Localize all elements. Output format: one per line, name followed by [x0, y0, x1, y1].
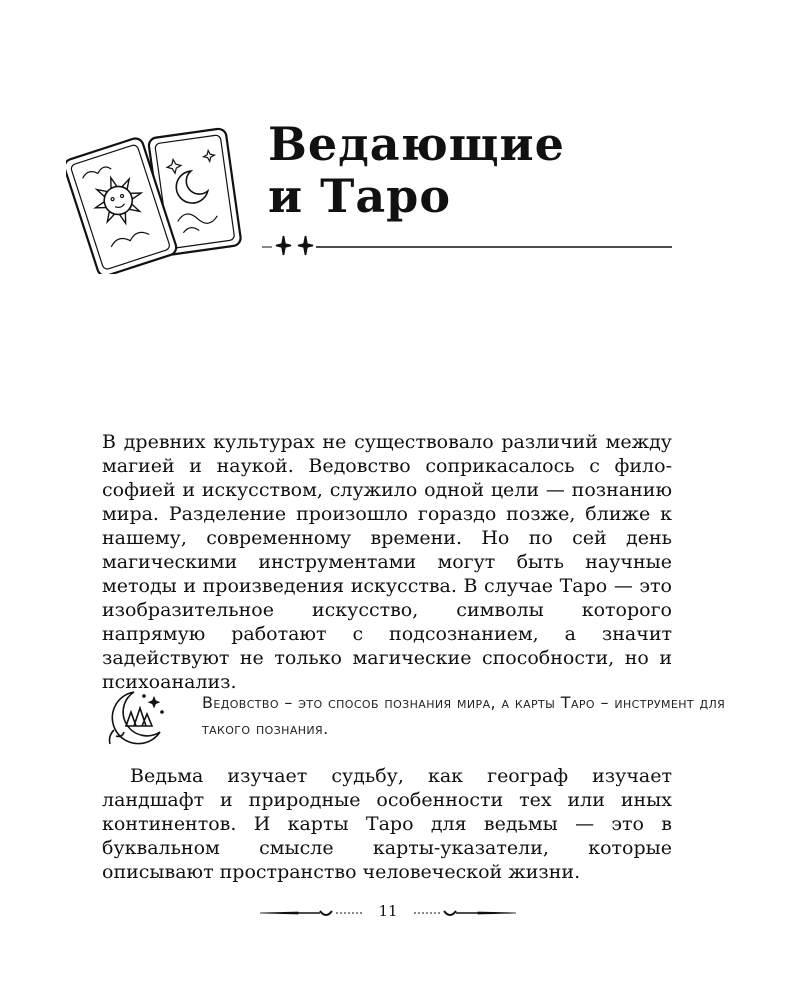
page-footer [258, 898, 518, 928]
paragraph-1: В древних культурах не существовало различий между магией и наукой. Ведовство соприкасалось с философией и искусством, служило одной цели — познанию мира. Разделение произошло гораздо позже, ближе к нашему, современному времени. Но по сей день магическими инструментами могут быть научные методы и произведения искусства. В случае Таро — это изобразительное искусство, символы которого напрямую работают с подсознанием, а значит задействуют не только магические способности, но и психоанализ. [102, 431, 672, 693]
crescent-moon-crystal-icon [100, 686, 172, 750]
tarot-cards-icon [66, 124, 246, 274]
chapter-title-line-2: и Таро [268, 169, 452, 223]
paragraph-2: Ведьма изучает судьбу, как географ изучает ландшафт и природные особенности тех или иных континентов. И карты Таро для ведьмы — это в буквальном смысле карты-указатели, которые описывают пространство человеческой жизни. [102, 765, 672, 883]
page-number: 11 [378, 902, 398, 920]
chapter-title-line-1: Ведающие [268, 117, 565, 171]
chapter-title [268, 118, 565, 222]
callout-text: Ведовство – это способ познания мира, а карты Таро – инструмент для такого познания. [202, 693, 726, 738]
sparkle-rule-icon [258, 232, 674, 262]
callout-quote [100, 686, 726, 750]
